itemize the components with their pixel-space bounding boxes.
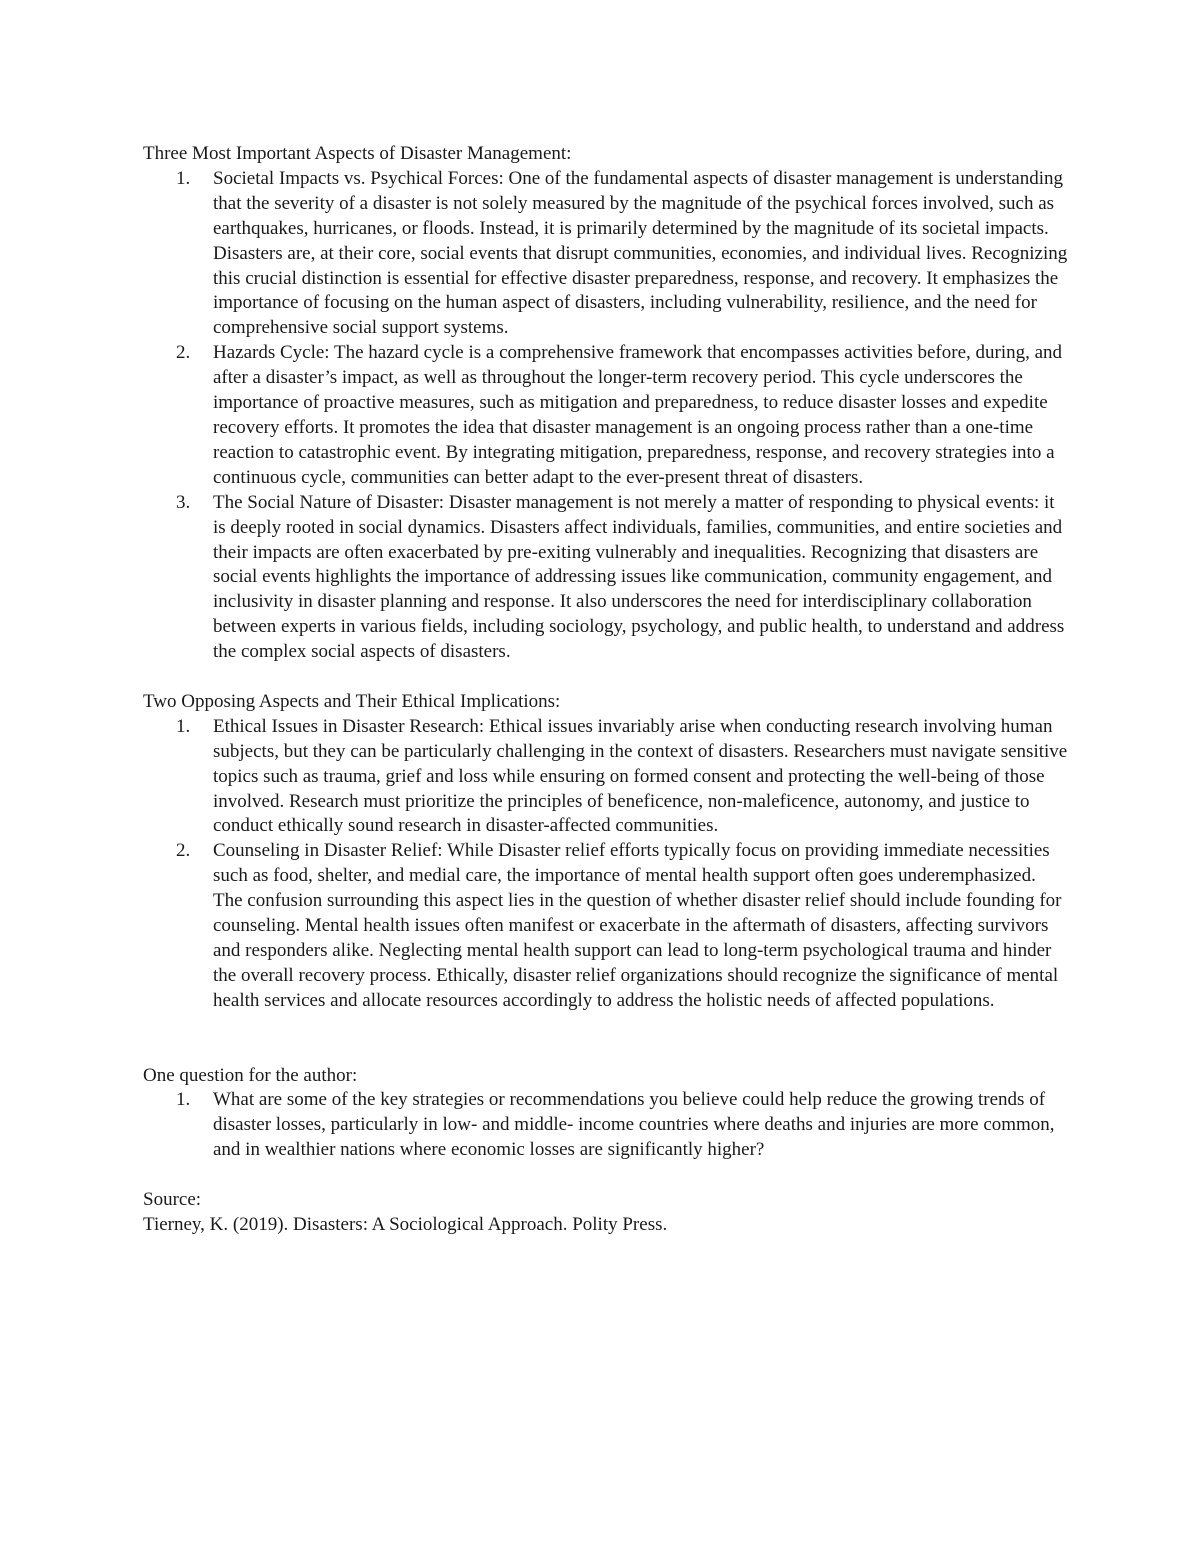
- list-item-text: Counseling in Disaster Relief: While Disaster relief efforts typically focus on providing immediate necessities such as food, shelter, and medial care, the importance of mental health support often goes underemphasized. The confusion surrounding this aspect lies in the question of whether disaster relief should include founding for counseling. Mental health issues often manifest or exacerbate in the aftermath of disasters, affecting survivors and responders alike. Neglecting mental health support can lead to long-term psychological trauma and hinder the overall recovery process. Ethically, disaster relief organizations should recognize the significance of mental health services and allocate resources accordingly to address the holistic needs of affected populations.: [213, 840, 1062, 1011]
- important-aspects-list: [143, 167, 1068, 665]
- list-item-text: Hazards Cycle: The hazard cycle is a comprehensive framework that encompasses activities before, during, and after a disaster’s impact, as well as throughout the longer-term recovery period. This cycle underscores the importance of proactive measures, such as mitigation and preparedness, to reduce disaster losses and expedite recovery efforts. It promotes the idea that disaster management is an ongoing process rather than a one-time reaction to catastrophic event. By integrating mitigation, preparedness, response, and recovery strategies into a continuous cycle, communities can better adapt to the ever-present threat of disasters.: [213, 342, 1063, 488]
- section-spacer: [143, 1014, 1068, 1064]
- list-item-text: Societal Impacts vs. Psychical Forces: One of the fundamental aspects of disaster management is understanding that the severity of a disaster is not solely measured by the magnitude of the psychical forces involved, such as earthquakes, hurricanes, or floods. Instead, it is primarily determined by the magnitude of its societal impacts. Disasters are, at their core, social events that disrupt communities, economies, and individual lives. Recognizing this crucial distinction is essential for effective disaster preparedness, response, and recovery. It emphasizes the importance of focusing on the human aspect of disasters, including vulnerability, resilience, and the need for comprehensive social support systems.: [213, 167, 1068, 339]
- list-item: [176, 1088, 1068, 1163]
- list-item-number: 2.: [176, 840, 191, 862]
- section-heading-opposing-aspects: Two Opposing Aspects and Their Ethical Implications:: [143, 690, 561, 712]
- list-item-text: Ethical Issues in Disaster Research: Ethical issues invariably arise when conducting research involving human subjects, but they can be particularly challenging in the context of disasters. Researchers must navigate sensitive topics such as trauma, grief and loss while ensuring on formed consent and protecting the well-being of those involved. Research must prioritize the principles of beneficence, non-maleficence, autonomy, and justice to conduct ethically sound research in disaster-affected communities.: [213, 715, 1068, 837]
- section-spacer: [143, 1163, 1068, 1188]
- document-page: [143, 142, 1068, 1238]
- list-item-number: 1.: [176, 1089, 191, 1111]
- list-item-text: What are some of the key strategies or recommendations you believe could help reduce the growing trends of disaster losses, particularly in low- and middle- income countries where deaths and injuries are more common, and in wealthier nations where economic losses are significantly higher?: [213, 1089, 1055, 1161]
- list-item: [176, 715, 1068, 840]
- source-citation: Tierney, K. (2019). Disasters: A Sociological Approach. Polity Press.: [143, 1213, 668, 1235]
- opposing-aspects-list: [143, 715, 1068, 1014]
- list-item-number: 2.: [176, 342, 191, 364]
- section-heading-author-question: One question for the author:: [143, 1064, 358, 1086]
- list-item: [176, 167, 1068, 341]
- list-item: [176, 839, 1068, 1013]
- list-item-text: The Social Nature of Disaster: Disaster management is not merely a matter of responding to physical events: it is deeply rooted in social dynamics. Disasters affect individuals, families, communities, and entire societies and their impacts are often exacerbated by pre-exiting vulnerably and inequalities. Recognizing that disasters are social events highlights the importance of addressing issues like communication, community engagement, and inclusivity in disaster planning and response. It also underscores the need for interdisciplinary collaboration between experts in various fields, including sociology, psychology, and public health, to understand and address the complex social aspects of disasters.: [213, 491, 1065, 663]
- author-question-list: [143, 1088, 1068, 1163]
- list-item: [176, 491, 1068, 665]
- list-item-number: 3.: [176, 491, 191, 513]
- section-heading-important-aspects: Three Most Important Aspects of Disaster Management:: [143, 143, 572, 164]
- source-label: Source:: [143, 1189, 202, 1211]
- list-item-number: 1.: [176, 167, 191, 189]
- list-item-number: 1.: [176, 715, 191, 737]
- section-spacer: [143, 665, 1068, 690]
- list-item: [176, 341, 1068, 490]
